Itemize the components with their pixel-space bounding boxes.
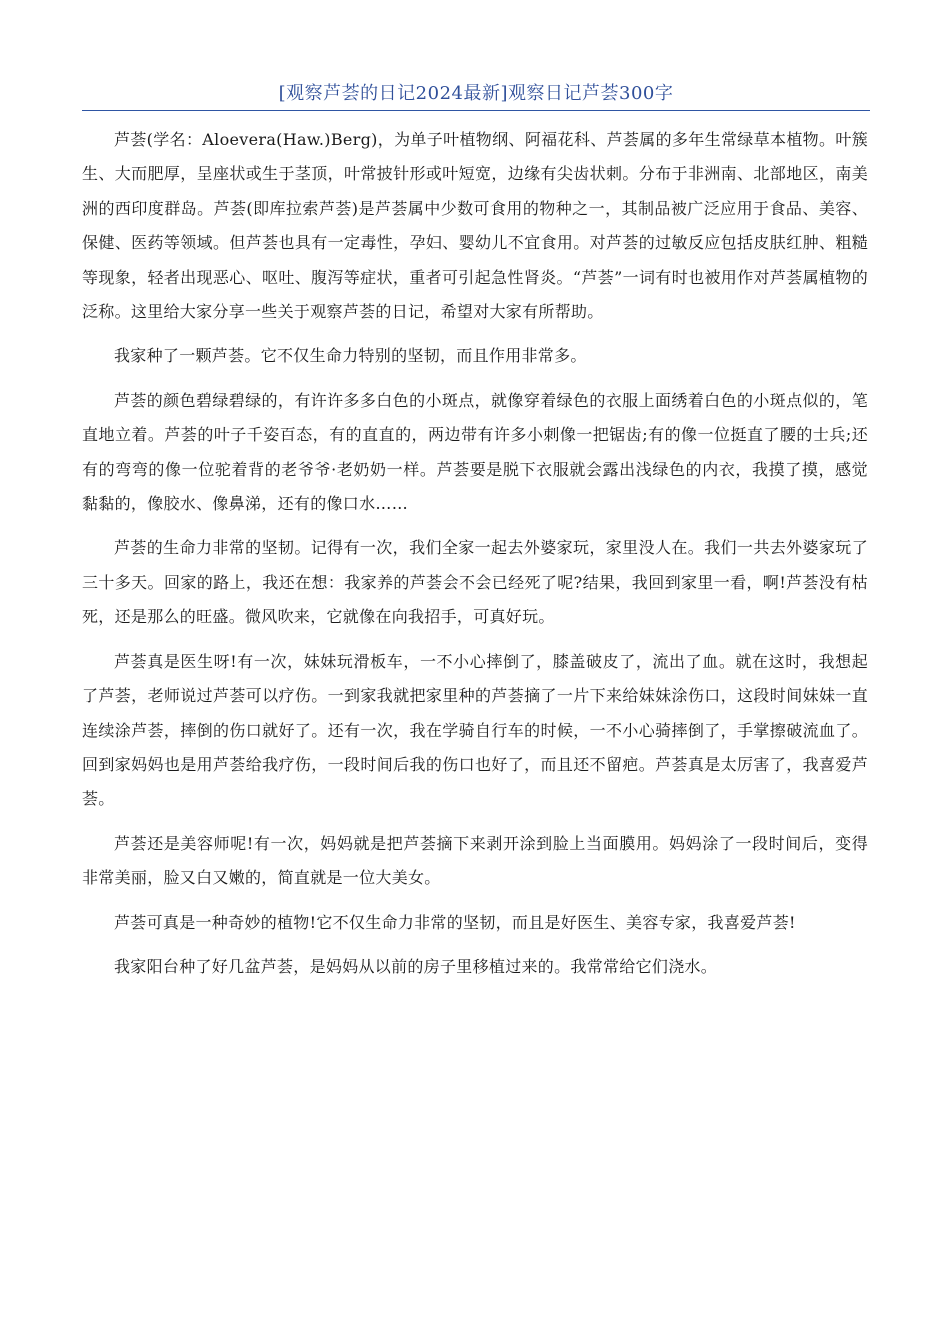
paragraph-intro: 芦荟(学名：Aloevera(Haw.)Berg)，为单子叶植物纲、阿福花科、芦荟属的多年生常绿草本植物。叶簇生、大而肥厚，呈座状或生于茎顶，叶常披针形或叶短宽，边缘有尖齿状刺。分布于非洲南、北部地区，南美洲的西印度群岛。芦荟(即库拉索芦荟)是芦荟属中少数可食用的物种之一，其制品被广泛应用于食品、美容、保健、医药等领域。但芦荟也具有一定毒性，孕妇、婴幼儿不宜食用。对芦荟的过敏反应包括皮肤红肿、粗糙等现象，轻者出现恶心、呕吐、腹泻等症状，重者可引起急性肾炎。“芦荟”一词有时也被用作对芦荟属植物的泛称。这里给大家分享一些关于观察芦荟的日记，希望对大家有所帮助。 (82, 130, 868, 322)
page-header (82, 80, 870, 111)
paragraph: 我家种了一颗芦荟。它不仅生命力特别的坚韧，而且作用非常多。 (114, 346, 587, 366)
paragraph: 芦荟还是美容师呢!有一次，妈妈就是把芦荟摘下来剥开涂到脸上当面膜用。妈妈涂了一段时间后，变得非常美丽，脸又白又嫩的，简直就是一位大美女。 (82, 833, 868, 888)
paragraph: 芦荟的颜色碧绿碧绿的，有许许多多白色的小斑点，就像穿着绿色的衣服上面绣着白色的小斑点似的，笔直地立着。芦荟的叶子千姿百态，有的直直的，两边带有许多小刺像一把锯齿;有的像一位挺直了腰的士兵;还有的弯弯的像一位驼着背的老爷爷·老奶奶一样。芦荟要是脱下衣服就会露出浅绿色的内衣，我摸了摸，感觉黏黏的，像胶水、像鼻涕，还有的像口水…… (82, 390, 868, 514)
paragraph: 芦荟的生命力非常的坚韧。记得有一次，我们全家一起去外婆家玩，家里没人在。我们一共去外婆家玩了三十多天。回家的路上，我还在想：我家养的芦荟会不会已经死了呢?结果，我回到家里一看，啊!芦荟没有枯死，还是那么的旺盛。微风吹来，它就像在向我招手，可真好玩。 (82, 538, 868, 627)
paragraph: 芦荟可真是一种奇妙的植物!它不仅生命力非常的坚韧，而且是好医生、美容专家，我喜爱芦荟! (114, 912, 796, 932)
document-body (82, 123, 868, 994)
document-title: [观察芦荟的日记2024最新]观察日记芦荟300字 (278, 83, 674, 104)
paragraph: 芦荟真是医生呀!有一次，妹妹玩滑板车，一不小心摔倒了，膝盖破皮了，流出了血。就在这时，我想起了芦荟，老师说过芦荟可以疗伤。一到家我就把家里种的芦荟摘了一片下来给妹妹涂伤口，这段时间妹妹一直连续涂芦荟，摔倒的伤口就好了。还有一次，我在学骑自行车的时候，一不小心骑摔倒了，手掌擦破流血了。回到家妈妈也是用芦荟给我疗伤，一段时间后我的伤口也好了，而且还不留疤。芦荟真是太厉害了，我喜爱芦荟。 (82, 651, 868, 809)
paragraph: 我家阳台种了好几盆芦荟，是妈妈从以前的房子里移植过来的。我常常给它们浇水。 (114, 956, 718, 976)
